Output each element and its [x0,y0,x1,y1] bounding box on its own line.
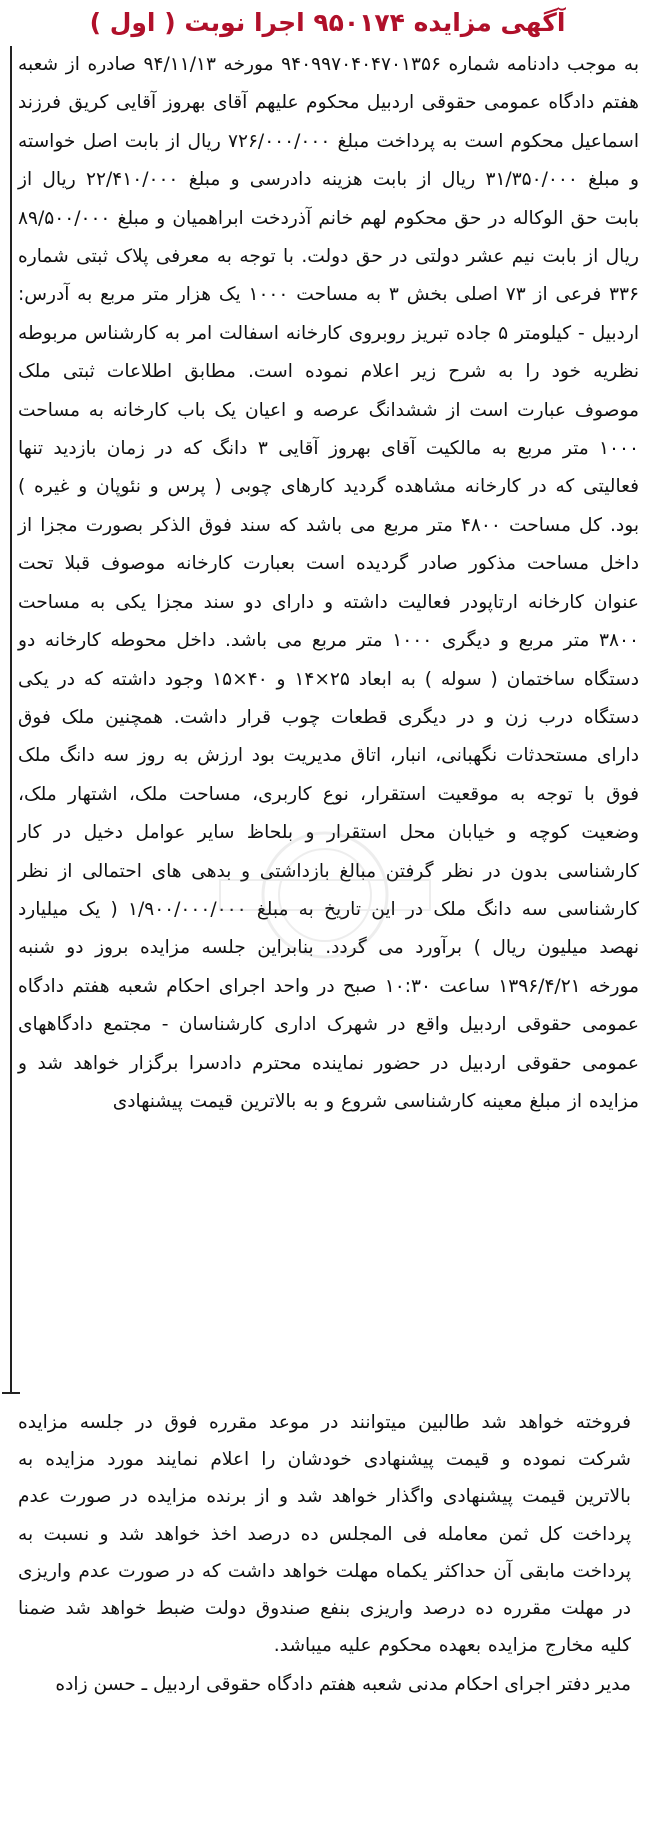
notice-main-column [10,46,645,1392]
notice-paragraph-main: به موجب دادنامه شماره ۹۴۰۹۹۷۰۴۰۴۷۰۱۳۵۶ مورخه ۹۴/۱۱/۱۳ صادره از شعبه هفتم دادگاه عمومی حقوقی اردبیل محکوم علیهم آقای بهروز آقایی کریق فرزند اسماعیل محکوم است به پرداخت مبلغ ۷۲۶/۰۰۰/۰۰۰ ریال از بابت اصل خواسته و مبلغ ۳۱/۳۵۰/۰۰۰ ریال از بابت هزینه دادرسی و مبلغ ۲۲/۴۱۰/۰۰۰ ریال از بابت حق الوکاله در حق محکوم لهم خانم آذردخت ابراهمیان و مبلغ ۸۹/۵۰۰/۰۰۰ ریال از بابت نیم عشر دولتی در حق دولت. با توجه به معرفی پلاک ثبتی شماره ۳۳۶ فرعی از ۷۳ اصلی بخش ۳ به مساحت ۱۰۰۰ یک هزار متر مربع به آدرس: اردبیل - کیلومتر ۵ جاده تبریز روبروی کارخانه اسفالت امر به کارشناس مربوطه نظریه خود را به شرح زیر اعلام نموده است. مطابق اطلاعات ثبتی ملک موصوف عبارت است از ششدانگ عرصه و اعیان یک باب کارخانه به مساحت ۱۰۰۰ متر مربع به مالکیت آقای بهروز آقایی ۳ دانگ که در زمان بازدید تنها فعالیتی که در کارخانه مشاهده گردید کارهای چوبی ( پرس و نئوپان و غیره ) بود. کل مساحت ۴۸۰۰ متر مربع می باشد که سند فوق الذکر بصورت مجزا از داخل مساحت مذکور صادر گردیده است بعبارت کارخانه موصوف قبلا تحت عنوان کارخانه ارتاپودر فعالیت داشته و دارای دو سند مجزا یکی به مساحت ۳۸۰۰ متر مربع و دیگری ۱۰۰۰ متر مربع می باشد. داخل محوطه کارخانه دو دستگاه ساختمان ( سوله ) به ابعاد ۲۵×۱۴ و ۴۰×۱۵ وجود داشته که در یکی دستگاه درب زن و در دیگری قطعات چوب قرار داشت. همچنین ملک فوق دارای مستحدثات نگهبانی، انبار، اتاق مدیریت بود ارزش به روز سه دانگ ملک فوق با توجه به موقعیت استقرار، نوع کاربری، مساحت ملک، اشتهار ملک، وضعیت کوچه و خیابان محل استقرار و بلحاظ سایر عوامل دخیل در کار کارشناسی بدون در نظر گرفتن مبالغ بازداشتی و بدهی های احتمالی از نظر کارشناسی سه دانگ ملک در این تاریخ به مبلغ ۱/۹۰۰/۰۰۰/۰۰۰ ( یک میلیارد نهصد میلیون ریال ) برآورد می گردد. بنابراین جلسه مزایده بروز دو شنبه مورخه ۱۳۹۶/۴/۲۱ ساعت ۱۰:۳۰ صبح در واحد اجرای احکام شعبه هفتم دادگاه عمومی حقوقی اردبیل واقع در شهرک اداری کارشناسان - مجتمع دادگاههای عمومی حقوقی اردبیل در حضور نماینده محترم دادسرا برگزار خواهد شد و مزایده از مبلغ معینه کارشناسی شروع و به بالاترین قیمت پیشنهادی [18,54,640,1112]
notice-title: آگهی مزایده ۹۵۰۱۷۴ اجرا نوبت ( اول ) [89,8,566,37]
column-left-rule [2,1392,10,1394]
notice-continuation-column [10,1404,645,1704]
notice-paragraph-continuation: فروخته خواهد شد طالبین میتوانند در موعد مقرره فوق در جلسه مزایده شرکت نموده و قیمت پیشنهادی خودشان را اعلام نمایند مورد مزایده به بالاترین قیمت پیشنهادی واگذار خواهد شد و از برنده مزایده در صورت عدم پرداخت کل ثمن معامله فی المجلس ده درصد اخذ خواهد شد و نسبت به پرداخت مابقی آن حداکثر یکماه مهلت خواهد داشت که در صورت عدم واریزی در مهلت مقرره ده درصد واریزی بنفع صندوق دولت ضبط خواهد شد ضمنا کلیه مخارج مزایده بعهده محکوم علیه میباشد. [18,1412,631,1657]
column-corner-rule [10,1392,20,1394]
notice-signature: مدیر دفتر اجرای احکام مدنی شعبه هفتم دادگاه حقوقی اردبیل ـ حسن زاده [55,1674,631,1696]
